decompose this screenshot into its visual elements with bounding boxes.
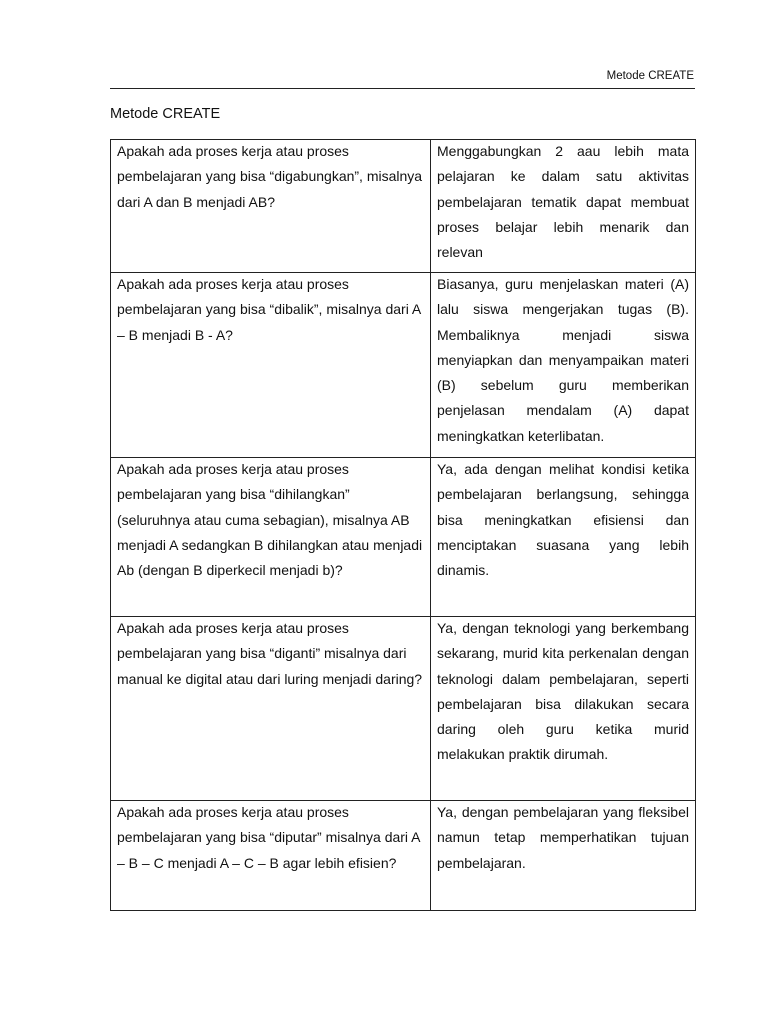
document-title: Metode CREATE <box>110 106 221 122</box>
table-row <box>111 273 696 458</box>
question-cell <box>111 140 431 273</box>
answer-cell <box>431 458 696 617</box>
question-text: Apakah ada proses kerja atau proses pembelajaran yang bisa “dihilangkan” (seluruhnya atau cuma sebagian), misalnya AB menjadi A sedangkan B dihilangkan atau menjadi Ab (dengan B diperkecil menjadi b)? <box>117 461 423 579</box>
answer-cell <box>431 617 696 801</box>
table-row <box>111 458 696 617</box>
answer-text: Biasanya, guru menjelaskan materi (A) lalu siswa mengerjakan tugas (B). Membaliknya menjadi siswa menyiapkan dan menyampaikan materi (B) sebelum guru memberikan penjelasan mendalam (A) dapat meningkatkan keterlibatan. <box>437 276 689 444</box>
answer-text: Ya, ada dengan melihat kondisi ketika pembelajaran berlangsung, sehingga bisa meningkatkan efisiensi dan menciptakan suasana yang lebih dinamis. <box>437 461 689 579</box>
answer-cell <box>431 801 696 911</box>
question-cell <box>111 617 431 801</box>
table-row <box>111 801 696 911</box>
answer-cell <box>431 140 696 273</box>
question-cell <box>111 273 431 458</box>
table-row <box>111 140 696 273</box>
header-divider <box>110 88 695 89</box>
question-text: Apakah ada proses kerja atau proses pembelajaran yang bisa “diganti” misalnya dari manual ke digital atau dari luring menjadi daring? <box>117 620 423 687</box>
answer-cell <box>431 273 696 458</box>
question-cell <box>111 458 431 617</box>
question-text: Apakah ada proses kerja atau proses pembelajaran yang bisa “diputar” misalnya dari A – B – C menjadi A – C – B agar lebih efisien? <box>117 804 420 871</box>
table-row <box>111 617 696 801</box>
answer-text: Ya, dengan teknologi yang berkembang sekarang, murid kita perkenalan dengan teknologi dalam pembelajaran, seperti pembelajaran bisa dilakukan secara daring oleh guru ketika murid melakukan praktik dirumah. <box>437 620 689 763</box>
create-method-table <box>110 139 696 911</box>
question-text: Apakah ada proses kerja atau proses pembelajaran yang bisa “digabungkan”, misalnya dari A dan B menjadi AB? <box>117 143 423 210</box>
running-header: Metode CREATE <box>606 70 694 82</box>
answer-text: Ya, dengan pembelajaran yang fleksibel namun tetap memperhatikan tujuan pembelajaran. <box>437 804 689 871</box>
question-text: Apakah ada proses kerja atau proses pembelajaran yang bisa “dibalik”, misalnya dari A – B menjadi B - A? <box>117 276 421 343</box>
answer-text: Menggabungkan 2 aau lebih mata pelajaran ke dalam satu aktivitas pembelajaran tematik dapat membuat proses belajar lebih menarik dan relevan <box>437 143 689 261</box>
question-cell <box>111 801 431 911</box>
